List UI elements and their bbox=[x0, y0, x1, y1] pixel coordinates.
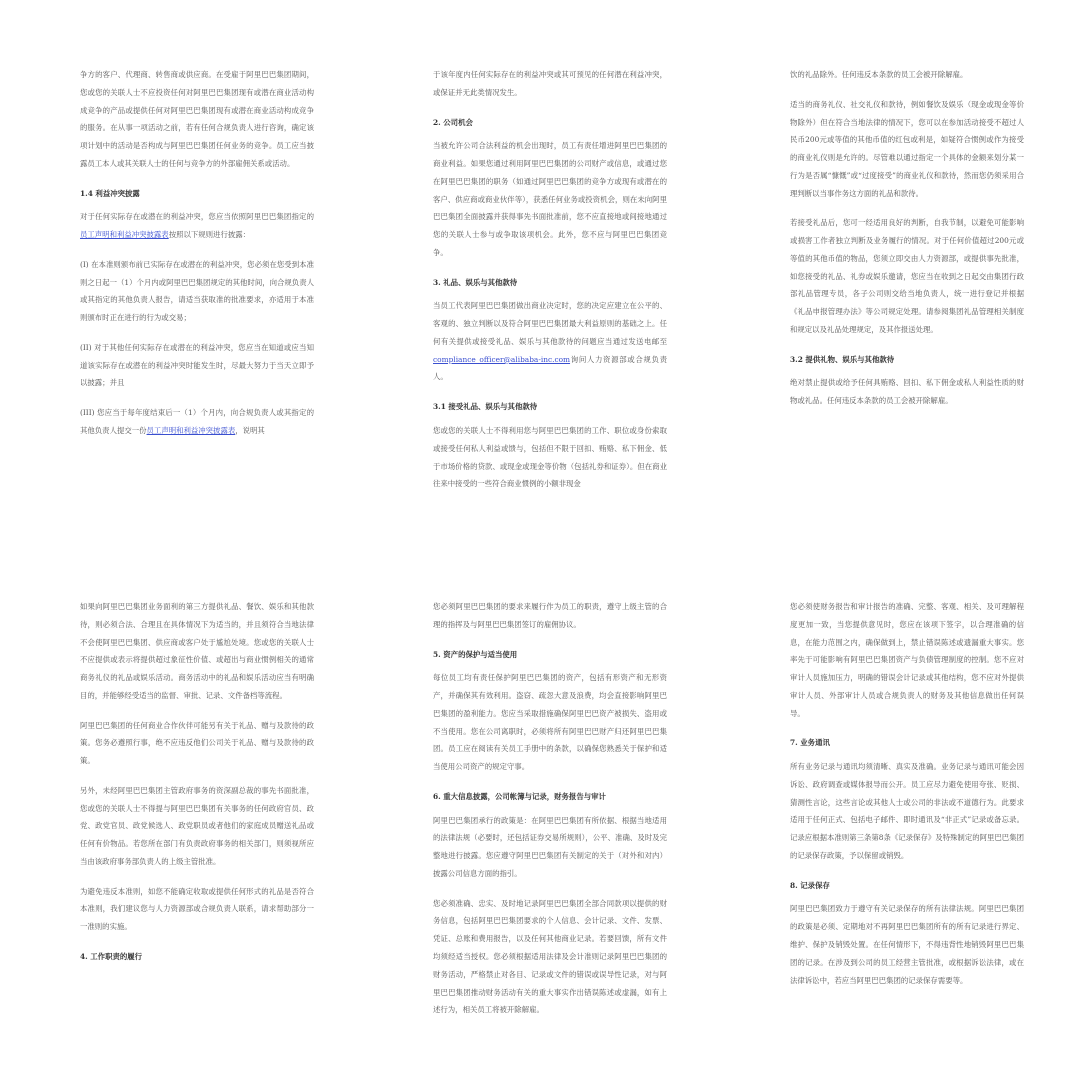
section-heading: 3.1 接受礼品、娱乐与其他款待 bbox=[433, 402, 538, 412]
section-heading: 5. 资产的保护与适当使用 bbox=[433, 649, 518, 659]
section-heading: 2. 公司机会 bbox=[433, 117, 473, 127]
paragraph: 如果向阿里巴巴集团业务面利的第三方提供礼品、餐饮、娱乐和其他款待，则必须合法、合理且在具体情况下为适当的，并且须符合当地法律不会使阿里巴巴集团、供应商或客户处于尴尬处境。您或您的关联人士不应提供或表示将提供超过象征性价值、或超出与商业惯例相关的通常商务礼仪的礼品或娱乐活动。商务活动中的礼品和娱乐活动应当有明确目的，并能够经受适当的监督、审批、记录、文件备档等流程。 bbox=[80, 602, 314, 700]
paragraph: 为避免违反本准则，如您不能确定收取或提供任何形式的礼品是否符合本准则，我们建议您与人力资源部或合规负责人联系，请求帮助部分一一准则的实施。 bbox=[80, 886, 314, 932]
paragraph bbox=[80, 404, 314, 440]
paragraph: (II) 对于其他任何实际存在或潜在的利益冲突，您应当在知道或应当知道该实际存在或潜在的利益冲突时能发生时，尽最大努力于当天立即予以披露；并且 bbox=[80, 342, 314, 388]
paragraph: 适当的商务礼仪、社交礼仪和款待，例如餐饮及娱乐（现金或现金等价物除外）但在符合当地法律的情况下，您可以在参加活动接受不超过人民币200元或等值的其他币值的红包或利是，如疑符合惯例或作为接受的商业礼仪则是允许的。尽管难以通过指定一个具体的金额来划分某一行为是否属“慷慨”或“过度接受”的商业礼仪和款待，然而您仍须采用合理判断以当事作务这方面的礼品和款待。 bbox=[790, 99, 1024, 198]
paragraph: 当被允许公司合法利益的机会出现时，员工有责任增进阿里巴巴集团的商业利益。如果您通过利用阿里巴巴集团的公司财产或信息，或通过您在阿里巴巴集团的职务（如通过阿里巴巴集团的竞争方或现有或潜在的客户、供应商或商业伙伴等），获悉任何业务或投资机会，则在未向阿里巴巴集团全面披露并获得事先书面批准前，您不应直接地或间接地通过您的关联人士参与或争取该项机会。此外，您不应与阿里巴巴集团竞争。 bbox=[433, 141, 667, 257]
page2-middle-column bbox=[433, 598, 667, 1031]
paragraph: 阿里巴巴集团承行的政策是：在阿里巴巴集团有所依据、根据当地适用的法律法规（必要时，还包括证券交易所规则），公平、准确、及时及完整地进行披露。您应遵守阿里巴巴集团有关制定的关于（对外和对内）披露公司信息方面的指引。 bbox=[433, 815, 667, 878]
text: 按照以下规则进行披露： bbox=[168, 230, 251, 240]
paragraph: 您必须阿里巴巴集团的要求来履行作为员工的职责，遵守上级主管的合理的指挥及与阿里巴巴集团签订的雇佣协议。 bbox=[433, 602, 667, 629]
paragraph: 所有业务记录与通讯均须清晰、真实及准确。业务记录与通讯可能会因诉讼、政府调查或媒体报导而公开。员工应尽力避免使用夸张、贬损、猜测性言论，这些言论或其他人士或公司的非法或不道德行为。此要求适用于任何正式、包括电子邮件、即时通讯及“非正式”记录或备忘录。记录应根据本准则第三条第8条《记录保存》及特殊制定的阿里巴巴集团的记录保存政策，予以保留或销毁。 bbox=[790, 762, 1024, 860]
text: (III) 您应当于每年度结束后一（1）个月内，向合规负责人或其指定的其他负责人提交一份 bbox=[80, 408, 314, 436]
paragraph: 若接受礼品后，您可一经适用良好的判断，自我节制，以避免可能影响或损害工作者独立判断及业务履行的情况。对于任何价值超过200元或等值的其他币值的物品，您须立即交由人力资源部，或提供事先批准，如您接受的礼品、礼券或娱乐邀请，您应当在收到之日起交由集团行政部礼品管理专员，各子公司则交给当地负责人，统一进行登记并根据《礼品申报管理办法》等公司规定处理。请参阅集团礼品管理相关制度和规定以及礼品处理规定，及其作报送处理。 bbox=[790, 218, 1024, 334]
text: 对于任何实际存在或潜在的利益冲突，您应当依照阿里巴巴集团指定的 bbox=[80, 212, 314, 222]
text: 当员工代表阿里巴巴集团做出商业决定时，您的决定应建立在公平的、客观的、独立判断以及符合阿里巴巴集团最大利益原则的基础之上。任何有关提供或接受礼品、娱乐与其他款待的问题应当通过发送电邮至 bbox=[433, 301, 667, 346]
paragraph bbox=[433, 297, 667, 386]
paragraph: 每位员工均有责任保护阿里巴巴集团的资产，包括有形资产和无形资产，并确保其有效利用。盗窃、疏忽大意及浪费，均会直接影响阿里巴巴集团的盈利能力。您应当采取措施确保阿里巴巴资产被损失、盗用或不当使用。您在公司离职时，必须将所有阿里巴巴财产归还阿里巴巴集团。员工应在阅读有关员工手册中的条款，以确保您熟悉关于保护和适当使用公司资产的规定守事。 bbox=[433, 673, 667, 772]
paragraph: 绝对禁止提供或给予任何具贿赂、回扣、私下佣金或私人利益性质的财物或礼品。任何违反本条款的员工会被开除解雇。 bbox=[790, 378, 1024, 406]
section-heading: 3. 礼品、娱乐与其他款待 bbox=[433, 277, 518, 287]
paragraph: 另外，未经阿里巴巴集团主管政府事务的资深副总裁的事先书面批准，您或您的关联人士不得提与阿里巴巴集团有关事务的任何政府官员、政党、政党官员、政党候选人、政党职员或者他们的家庭成员赠送礼品或任何有价物品。若您所在部门有负责政府事务的相关部门，则须视所应当由该政府事务部负责人的上级主管批准。 bbox=[80, 785, 314, 866]
paragraph: 争方的客户、代理商、转售商或供应商。在受雇于阿里巴巴集团期间，您或您的关联人士不应投资任何对阿里巴巴集团现有或潜在商业活动构成竞争的产品或提供任何对阿里巴巴集团现有或潜在商业活动构成竞争的服务。在从事一项活动之前，若有任何合规负责人进行咨询，确定该项计划中的活动是否构成与阿里巴巴集团任何业务的竞争。员工应当披露员工本人或其关联人士的任何与竞争方的外部雇佣关系或活动。 bbox=[80, 70, 314, 168]
section-heading: 3.2 提供礼物、娱乐与其他款待 bbox=[790, 354, 895, 364]
disclosure-form-link[interactable]: 员工声明和利益冲突披露表 bbox=[80, 230, 169, 240]
page1-middle-column bbox=[433, 66, 667, 505]
paragraph: 于该年度内任何实际存在的利益冲突或其可预见的任何潜在利益冲突，或保证并无此类情况发生。 bbox=[433, 70, 667, 97]
page2-left-column bbox=[80, 598, 314, 972]
section-heading: 4. 工作职责的履行 bbox=[80, 952, 143, 962]
paragraph: (I) 在本准则颁布前已实际存在或潜在的利益冲突，您必须在您受到本准则之日起一（1）个月内或阿里巴巴集团规定的其他时间，向合规负责人或其指定的其他负责人报告，请适当获取准的批准要求，亦适用于本准则颁布时正在进行的行为或交易； bbox=[80, 259, 314, 323]
paragraph: 阿里巴巴集团致力于遵守有关记录保存的所有法律法规。阿里巴巴集团的政策是必须、定期地对不再阿里巴巴集团所有的所有记录进行界定、维护、保护及销毁处置。在任何情形下，不得违背性地销毁阿里巴巴集团的记录。在涉及到公司的员工经营主管批准，或根据诉讼法律，或在法律诉讼中，若应当阿里巴巴集团的记录保存需要等。 bbox=[790, 904, 1024, 985]
compliance-email-link[interactable]: compliance_officer@alibaba-inc.com bbox=[433, 354, 571, 364]
text: ，说明其 bbox=[235, 426, 265, 436]
text: 询问人力资源部或合规负责人。 bbox=[433, 354, 667, 382]
paragraph: 您必须准确、忠实、及时地记录阿里巴巴集团全部合同款项以提供的财务信息，包括阿里巴巴集团要求的个人信息、会计记录、文件、发票、凭证、总账和费用报告，以及任何其他商业记录。若要回馈，所有文件均须经适当授权。您必须根据适用法律及会计准则记录阿里巴巴集团的财务活动，严格禁止对各目、记录或文件的错误或误导性记录，对与阿里巴巴集团推动财务活动有关的重大事实作出错误陈述或虚漏，如有上述行为，相关员工将被开除解雇。 bbox=[433, 898, 667, 1015]
paragraph: 阿里巴巴集团的任何商业合作伙伴可能另有关于礼品、赠与及款待的政策。您务必遵照行事，绝不应违反他们公司关于礼品、赠与及款待的政策。 bbox=[80, 720, 314, 766]
section-heading: 1.4 利益冲突披露 bbox=[80, 188, 140, 198]
paragraph bbox=[80, 208, 314, 244]
paragraph: 饮的礼品除外。任何违反本条款的员工会被开除解雇。 bbox=[790, 70, 968, 79]
section-heading: 8. 记录保存 bbox=[790, 880, 830, 890]
page1-right-column bbox=[790, 66, 1024, 422]
page1-left-column bbox=[80, 66, 314, 452]
paragraph: 您必须使财务报告和审计报告的准确、完整、客观、相关、及可理解程度更加一致，当您提供意见时，您应在该项下签字，以合理准确的信息，在能力范围之内，确保做到上，禁止错误陈述或遗漏重大事实。您率先于可能影响有阿里巴巴集团资产与负债管理制度的控制。您不应对审计人员施加压力，明确的错误会计记录或其他结构，您不应对外提供审计人员、外部审计人员或合规负责人的财务及其他信息做出任何误导。 bbox=[790, 602, 1024, 718]
section-heading: 6. 重大信息披露，公司帐簿与记录，财务报告与审计 bbox=[433, 791, 606, 801]
section-heading: 7. 业务通讯 bbox=[790, 738, 830, 748]
paragraph: 您或您的关联人士不得利用您与阿里巴巴集团的工作、职位或身份索取或接受任何私人利益或馈与，包括但不限于回扣、贿赂、私下佣金、低于市场价格的贷款、或现金或现金等价物（包括礼券和证券）。但在商业往来中接受的一些符合商业惯例的小额非现金 bbox=[433, 426, 667, 489]
page2-right-column bbox=[790, 598, 1024, 1001]
disclosure-form-link-2[interactable]: 员工声明和利益冲突披露表 bbox=[146, 426, 236, 436]
